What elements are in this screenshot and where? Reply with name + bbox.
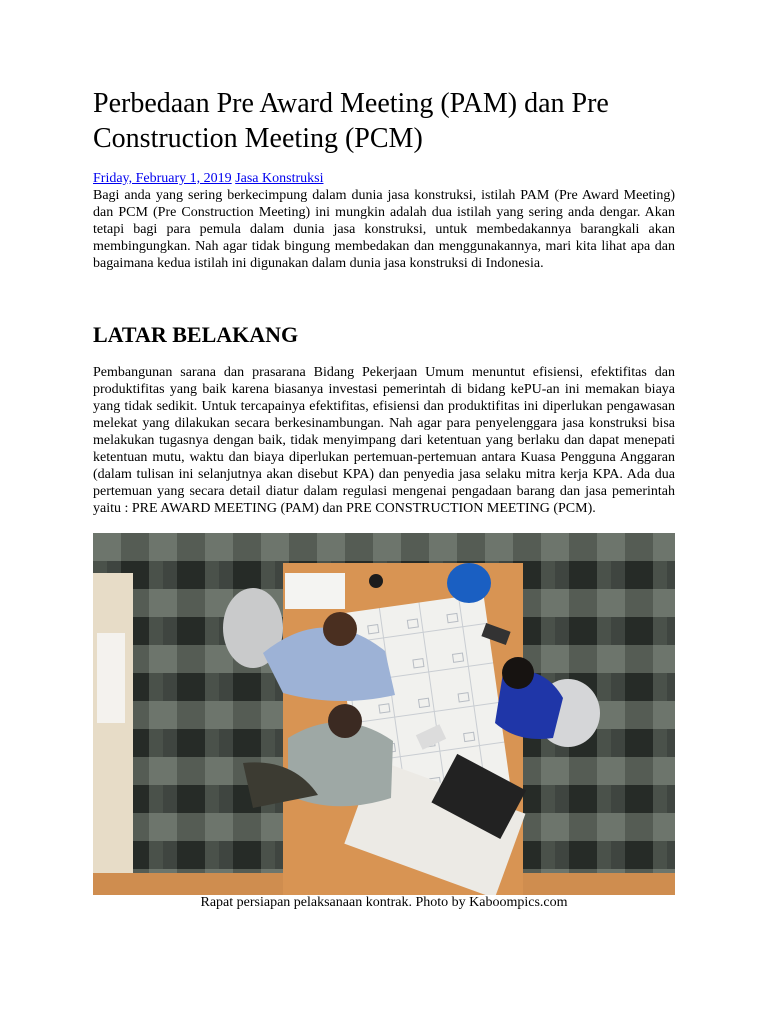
article-title: Perbedaan Pre Award Meeting (PAM) dan Pre Construction Meeting (PCM) (93, 88, 609, 154)
post-date-link[interactable]: Friday, February 1, 2019 (93, 171, 232, 186)
article-meta (93, 170, 323, 188)
category-link[interactable]: Jasa Konstruksi (235, 171, 324, 186)
intro-paragraph: Bagi anda yang sering berkecimpung dalam dunia jasa konstruksi, istilah PAM (Pre Award Meeting) dan PCM (Pre Construction Meeting) ini mungkin adalah dua istilah yang sering anda dengar. Akan tetapi bagi para pemula dalam dunia jasa konstruksi, untuk membedakannya barangkali akan membingungkan. Nah agar tidak bingung membedakan dan menggunakannya, mari kita lihat apa dan bagaimana kedua istilah ini digunakan dalam dunia jasa konstruksi di Indonesia. (93, 188, 675, 271)
section-heading: LATAR BELAKANG (93, 322, 299, 347)
photo-caption: Rapat persiapan pelaksanaan kontrak. Photo by Kaboompics.com (200, 895, 568, 910)
section-paragraph: Pembangunan sarana dan prasarana Bidang Pekerjaan Umum menuntut efisiensi, efektifitas dan produktifitas yang baik karena biasanya investasi pemerintah di bidang kePU-an ini memakan biaya yang tidak sedikit. Untuk tercapainya efektifitas, efisiensi dan produktifitas ini diperlukan pengawasan melekat yang dilakukan secara berkesinambungan. Nah agar para penyelenggara jasa konstruksi bisa melakukan tugasnya dengan baik, tidak menyimpang dari ketentuan yang berlaku dan dapat menepati ketentuan mutu, waktu dan biaya diperlukan pertemuan-pertemuan antara Kuasa Pengguna Anggaran (dalam tulisan ini selanjutnya akan disebut KPA) dan penyedia jasa selaku mitra kerja KPA. Ada dua pertemuan yang secara detail diatur dalam regulasi mengenai pengadaan barang dan jasa pemerintah yaitu : PRE AWARD MEETING (PAM) dan PRE CONSTRUCTION MEETING (PCM). (93, 365, 675, 516)
meeting-photo (93, 533, 675, 895)
